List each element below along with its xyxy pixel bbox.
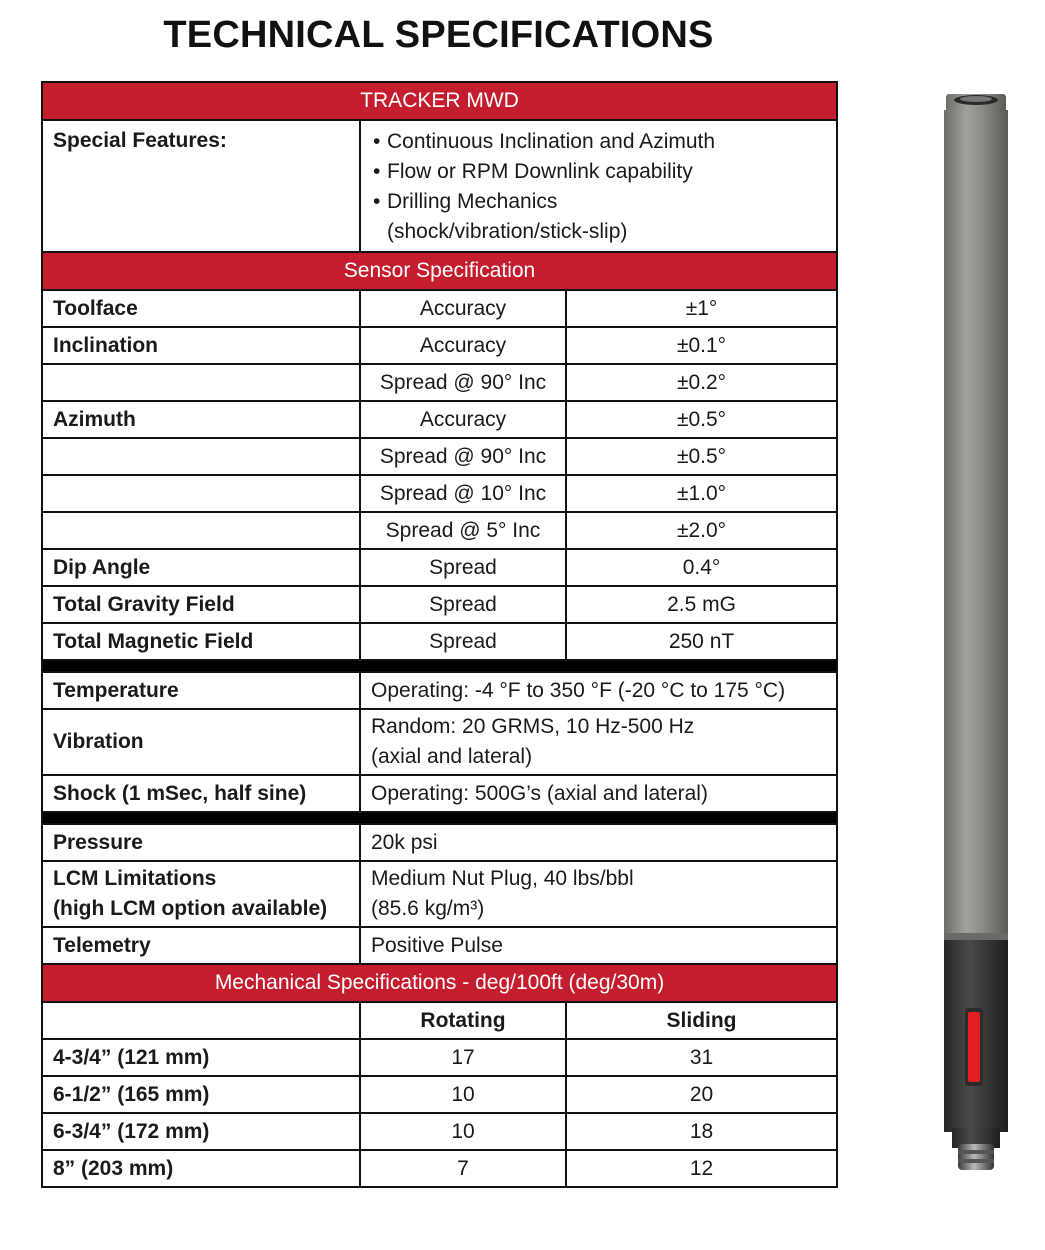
feature-item: • Drilling Mechanics (371, 187, 826, 217)
mechanical-rows (42, 1039, 837, 1187)
sensor-measure-label: Dip Angle (42, 549, 360, 586)
mechanical-row (42, 1113, 837, 1150)
sensor-parameter: Accuracy (360, 290, 566, 327)
tool-size-label: 8” (203 mm) (42, 1150, 360, 1187)
tool-size-label: 4-3/4” (121 mm) (42, 1039, 360, 1076)
sensor-value: ±1.0° (566, 475, 837, 512)
sensor-measure-label: Inclination (42, 327, 360, 364)
feature-item: • Continuous Inclination and Azimuth (371, 127, 826, 157)
section-divider (42, 660, 837, 672)
sensor-value: ±2.0° (566, 512, 837, 549)
tool-bottom-tip (958, 1144, 994, 1170)
sensor-measure-label: Total Magnetic Field (42, 623, 360, 660)
tool-window-red (968, 1012, 980, 1082)
lcm-value-line1: Medium Nut Plug, 40 lbs/bbl (371, 867, 634, 890)
sensor-value: ±0.1° (566, 327, 837, 364)
sensor-header: Sensor Specification (42, 252, 837, 290)
sensor-value: 0.4° (566, 549, 837, 586)
special-features-label: Special Features: (42, 120, 360, 252)
pressure-value: 20k psi (360, 824, 837, 861)
feature-continuation-text: (shock/vibration/stick-slip) (387, 220, 628, 243)
rotating-value: 7 (360, 1150, 566, 1187)
shock-value: Operating: 500G’s (axial and lateral) (360, 775, 837, 812)
sensor-row (42, 401, 837, 438)
sensor-parameter: Spread @ 5° Inc (360, 512, 566, 549)
mechanical-header: Mechanical Specifications - deg/100ft (deg/30m) (42, 964, 837, 1002)
mwd-tool-illustration (936, 88, 1016, 1178)
special-features-cell (360, 120, 837, 252)
spec-table (41, 81, 838, 1188)
sensor-row (42, 549, 837, 586)
temperature-value: Operating: -4 °F to 350 °F (-20 °C to 175 °C) (360, 672, 837, 709)
sensor-header-row (42, 252, 837, 290)
special-features-list (371, 127, 826, 247)
sensor-measure-label: Toolface (42, 290, 360, 327)
sensor-measure-label: Total Gravity Field (42, 586, 360, 623)
sliding-column-header: Sliding (566, 1002, 837, 1039)
lcm-value-line2: (85.6 kg/m³) (371, 897, 485, 920)
tool-collar (944, 933, 1008, 941)
sliding-value: 31 (566, 1039, 837, 1076)
sensor-parameter: Accuracy (360, 327, 566, 364)
sensor-parameter: Spread (360, 549, 566, 586)
tool-size-label: 6-1/2” (165 mm) (42, 1076, 360, 1113)
spec-sheet (41, 81, 836, 1188)
lcm-row (42, 861, 837, 927)
sensor-parameter: Accuracy (360, 401, 566, 438)
sensor-parameter: Spread @ 90° Inc (360, 438, 566, 475)
lcm-value (360, 861, 837, 927)
vibration-row (42, 709, 837, 775)
feature-item: • Flow or RPM Downlink capability (371, 157, 826, 187)
sensor-measure-label (42, 512, 360, 549)
tracker-header: TRACKER MWD (42, 82, 837, 120)
mechanical-column-header-row (42, 1002, 837, 1039)
mechanical-row (42, 1076, 837, 1113)
mechanical-size-header (42, 1002, 360, 1039)
mechanical-header-row (42, 964, 837, 1002)
sensor-parameter: Spread (360, 586, 566, 623)
shock-row (42, 775, 837, 812)
sensor-parameter: Spread @ 90° Inc (360, 364, 566, 401)
sensor-row (42, 586, 837, 623)
sensor-measure-label (42, 438, 360, 475)
telemetry-value: Positive Pulse (360, 927, 837, 964)
sliding-value: 20 (566, 1076, 837, 1113)
sensor-measure-label (42, 364, 360, 401)
rotating-column-header: Rotating (360, 1002, 566, 1039)
vibration-line1: Random: 20 GRMS, 10 Hz-500 Hz (371, 715, 695, 738)
vibration-value (360, 709, 837, 775)
lcm-label-line1: LCM Limitations (53, 867, 217, 890)
lcm-label-line2: (high LCM option available) (53, 897, 328, 920)
temperature-label: Temperature (42, 672, 360, 709)
sensor-parameter: Spread @ 10° Inc (360, 475, 566, 512)
sensor-value: ±0.2° (566, 364, 837, 401)
sensor-value: 2.5 mG (566, 586, 837, 623)
vibration-line2: (axial and lateral) (371, 745, 533, 768)
sensor-row (42, 327, 837, 364)
sliding-value: 12 (566, 1150, 837, 1187)
tracker-header-row (42, 82, 837, 120)
sensor-value: ±0.5° (566, 401, 837, 438)
sliding-value: 18 (566, 1113, 837, 1150)
pressure-label: Pressure (42, 824, 360, 861)
shock-label: Shock (1 mSec, half sine) (42, 775, 360, 812)
special-features-row (42, 120, 837, 252)
sensor-row (42, 290, 837, 327)
section-divider (42, 812, 837, 824)
feature-item-continuation (371, 217, 826, 247)
tool-upper-body (944, 110, 1008, 936)
sensor-row (42, 512, 837, 549)
sensor-measure-label: Azimuth (42, 401, 360, 438)
sensor-row (42, 438, 837, 475)
tool-size-label: 6-3/4” (172 mm) (42, 1113, 360, 1150)
page-title: TECHNICAL SPECIFICATIONS (163, 14, 714, 56)
temperature-row (42, 672, 837, 709)
telemetry-label: Telemetry (42, 927, 360, 964)
rotating-value: 10 (360, 1076, 566, 1113)
rotating-value: 10 (360, 1113, 566, 1150)
sensor-row (42, 475, 837, 512)
sensor-value: 250 nT (566, 623, 837, 660)
sensor-parameter: Spread (360, 623, 566, 660)
lcm-label (42, 861, 360, 927)
sensor-value: ±1° (566, 290, 837, 327)
rotating-value: 17 (360, 1039, 566, 1076)
mechanical-row (42, 1150, 837, 1187)
sensor-measure-label (42, 475, 360, 512)
sensor-value: ±0.5° (566, 438, 837, 475)
vibration-label: Vibration (42, 709, 360, 775)
sensor-rows (42, 290, 837, 660)
pressure-row (42, 824, 837, 861)
sensor-row (42, 623, 837, 660)
telemetry-row (42, 927, 837, 964)
mechanical-row (42, 1039, 837, 1076)
sensor-row (42, 364, 837, 401)
